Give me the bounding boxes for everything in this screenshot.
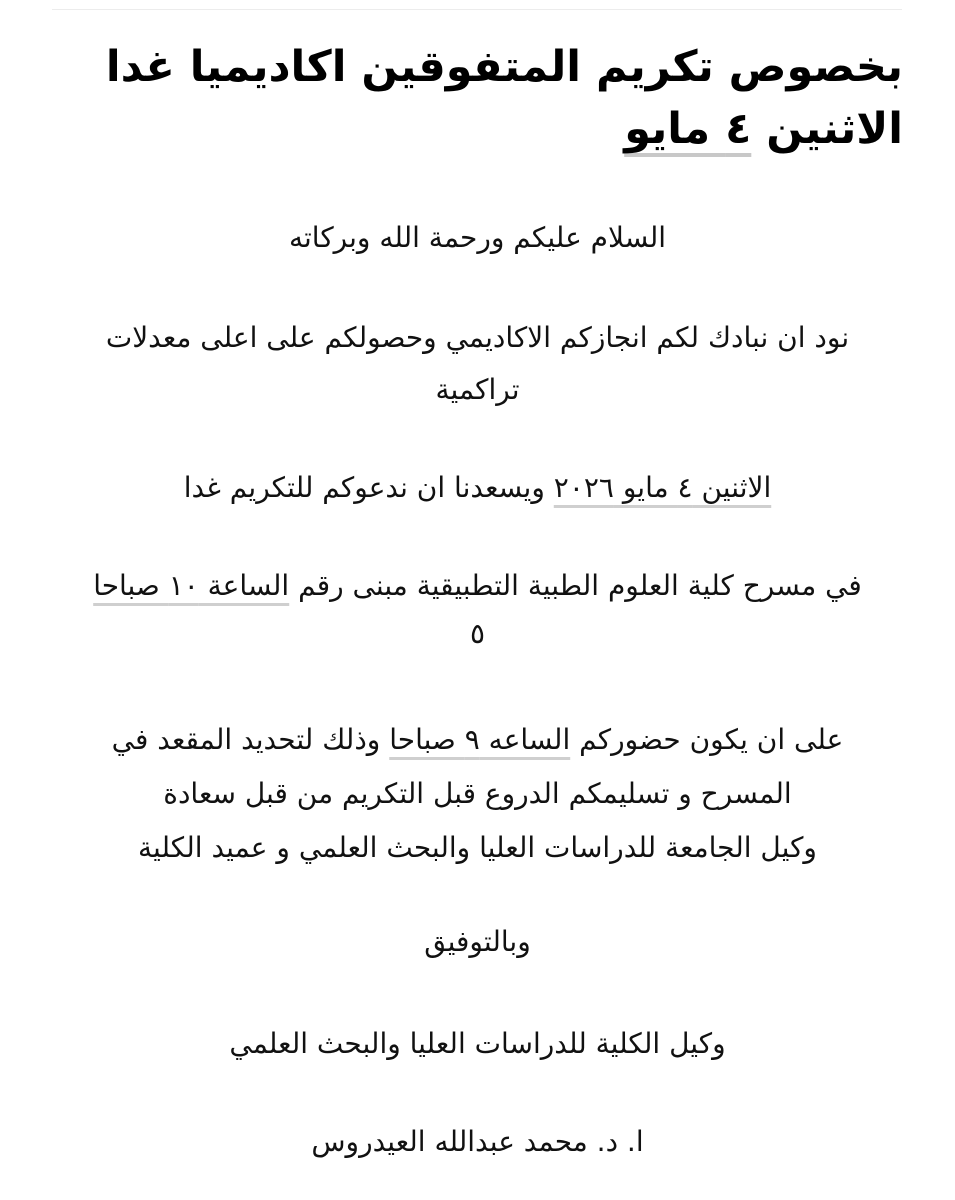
attendance-line <box>40 712 915 768</box>
venue-text: في مسرح كلية العلوم الطبية التطبيقية مبنى رقم <box>289 569 862 602</box>
signer-title: وكيل الكلية للدراسات العليا والبحث العلمي <box>229 1027 726 1060</box>
top-divider <box>52 9 902 10</box>
invitation-text: ويسعدنا ان ندعوكم للتكريم غدا <box>183 471 554 504</box>
title-line-2-prefix: الاثنين <box>751 104 903 154</box>
venue-time-link[interactable]: الساعة ١٠ صباحا <box>93 569 290 602</box>
title-line-1: بخصوص تكريم المتفوقين اكاديميا غدا <box>105 42 903 92</box>
attendance-prefix: على ان يكون حضوركم <box>570 723 844 756</box>
invitation-line <box>40 460 915 516</box>
invitation-date-link[interactable]: الاثنين ٤ مايو ٢٠٢٦ <box>553 471 772 504</box>
greeting: السلام عليكم ورحمة الله وبركاته <box>288 221 667 254</box>
attendance-suffix: وذلك لتحديد المقعد في <box>111 723 390 756</box>
signer-name: ا. د. محمد عبدالله العيدروس <box>311 1125 644 1158</box>
title-date-link[interactable]: ٤ مايو <box>624 104 752 154</box>
congrats-paragraph: نود ان نبادك لكم انجازكم الاكاديمي وحصولكم على اعلى معدلات تراكمية <box>105 321 850 406</box>
venue-building-number: ٥ <box>469 617 486 650</box>
closing: وبالتوفيق <box>424 925 531 958</box>
attendance-line-2: المسرح و تسليمكم الدروع قبل التكريم من قبل سعادة <box>163 777 792 810</box>
page-title <box>43 36 903 160</box>
attendance-line-3: وكيل الجامعة للدراسات العليا والبحث العلمي و عميد الكلية <box>138 831 817 864</box>
attendance-time-link[interactable]: الساعه ٩ صباحا <box>389 723 571 756</box>
